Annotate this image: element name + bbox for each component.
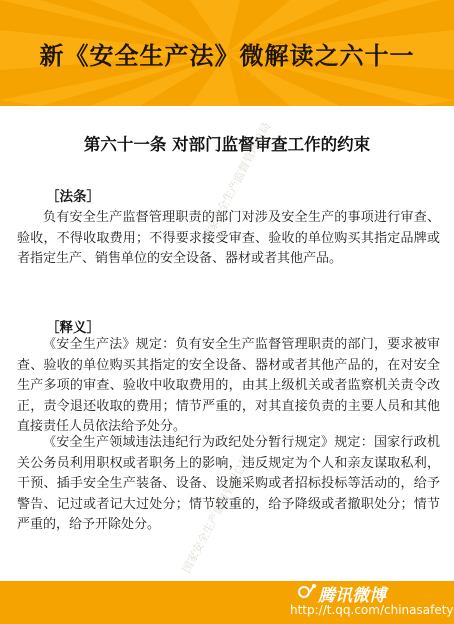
article-title: 第六十一条 对部门监督审查工作的约束 <box>83 135 371 154</box>
watermark-top: 国家安全生产监督管理总局 <box>199 120 274 244</box>
footer-brand: 腾讯微博 <box>318 586 386 606</box>
interpretation-section-label: ［释义］ <box>46 320 100 336</box>
interpretation-paragraph-1: 《安全生产法》规定：负有安全生产监督管理职责的部门，要求被审查、验收的单位购买其指定的安全设备、器材或者其他产品的，在对安全生产多项的审查、验收中收取费用的，由其上级机关或者监察机关责令改正，责令退还收取的费用；情节严重的，对其直接负责的主要人员和其他直接责任人员依法给予处分。 <box>17 337 440 434</box>
tencent-weibo-logo-icon <box>296 583 318 601</box>
watermark-bottom: 国家安全生产监督管理总局 <box>179 452 254 576</box>
law-section-label: ［法条］ <box>46 189 100 205</box>
banner-title: 新《安全生产法》微解读之六十一 <box>39 42 415 70</box>
interpretation-paragraph-2: 《安全生产领域违法违纪行为政纪处分暂行规定》规定：国家行政机关公务员利用职权或者职务上的影响，违反规定为个人和亲友谋取私利，干预、插手安全生产装备、设备、设施采购或者招标投标等活动的，给予警告、记过或者记大过处分；情节较重的，给予降级或者撤职处分；情节严重的，给予开除处分。 <box>17 435 440 532</box>
footer-url-link[interactable]: http://t.qq.com/chinasafety <box>290 603 454 617</box>
footer-bar <box>0 581 454 624</box>
header-banner <box>0 0 454 106</box>
law-section-text: 负有安全生产监督管理职责的部门对涉及安全生产的事项进行审查、验收，不得收取费用；不得要求接受审查、验收的单位购买其指定品牌或者指定生产、销售单位的安全设备、器材或者其他产品。 <box>17 210 440 266</box>
